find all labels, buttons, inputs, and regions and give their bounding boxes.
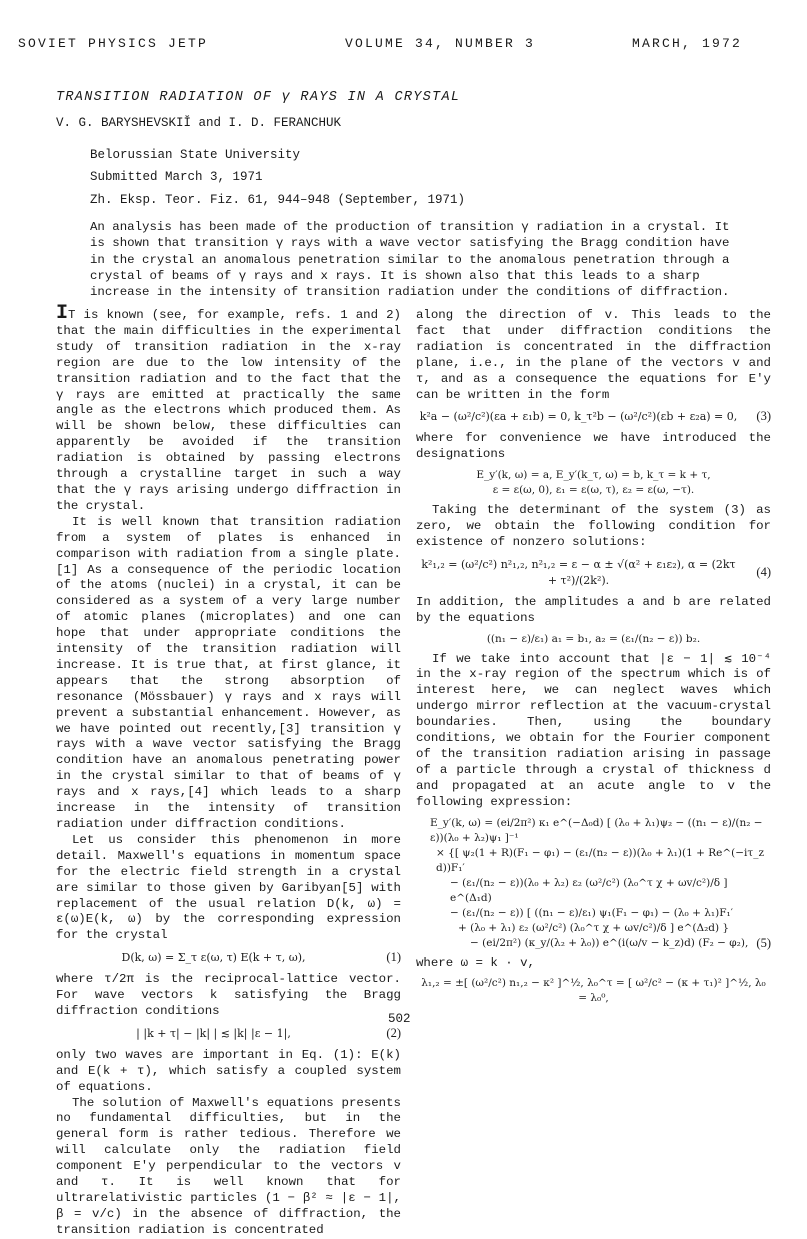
equation-5-line-4: − (ε₁/(n₂ − ε)) [ ((n₁ − ε)/ε₁) ψ₁(F₁ − φ₁) − (λ₀ + λ₁)F₁′: [450, 906, 734, 919]
article-title: TRANSITION RADIATION OF γ RAYS IN A CRYSTAL: [56, 90, 461, 105]
equation-4-number: (4): [756, 564, 771, 579]
paragraph-r5: If we take into account that |ε − 1| ≲ 10⁻⁴ in the x-ray region of the spectrum which is of interest here, we can neglect waves which undergo mirror reflection at the vacuum-crystal boundaries. Then, using the boundary conditions, we obtain for the Fourier component of the transition radiation arising in passage of a particle through a crystal of thickness d and propagated at an acute angle to v the following expression:: [416, 651, 771, 809]
lambda-definitions: λ₁,₂ = ±[ (ω²/c²) n₁,₂ − κ² ]^½, λ₀^τ = [ ω²/c² − (κ + τ₁)² ]^½, λ₀ = λ₀⁰,: [421, 977, 766, 1005]
submitted-date: Submitted March 3, 1971: [90, 170, 263, 184]
journal-name: SOVIET PHYSICS JETP: [18, 36, 209, 51]
equation-5-line-6: − (ei/2π²) (κ_y/(λ₂ + λ₀)) e^(i(ω/v − k_z)d) (F₂ − φ₂),: [470, 936, 749, 949]
equation-5-number: (5): [756, 935, 771, 950]
right-column: [416, 308, 771, 1011]
paragraph-5: only two waves are important in Eq. (1): E(k) and E(k + τ), which satisfy a coupled system of equations.: [56, 1047, 401, 1094]
equation-5-line-1: E_y′(k, ω) = (ei/2π²) κ₁ e^(−Δ₀d) [ (λ₀ + λ₁)ψ₂ − ((n₁ − ε)/(n₂ − ε))(λ₀ + λ₂)ψ₁ ]⁻¹: [430, 816, 763, 844]
equation-1-expression: D(k, ω) = Σ_τ ε(ω, τ) E(k + τ, ω),: [121, 951, 306, 965]
designations-block: [416, 468, 771, 498]
designations-line-1: E_y′(k, ω) = a, E_y′(k_τ, ω) = b, k_τ = k + τ,: [476, 469, 711, 482]
equation-4-expression: k²₁,₂ = (ω²/c²) n²₁,₂, n²₁,₂ = ε − α ± √(α² + ε₁ε₂), α = (2kτ + τ²)/(2k²).: [421, 557, 736, 587]
equation-3: [416, 409, 771, 425]
left-column: [56, 302, 401, 1239]
equation-5-line-5: + (λ₀ + λ₁) ε₂ (ω²/c²) (λ₀^τ χ + ωv/c²)/δ ] e^(Δ₂d) }: [458, 921, 730, 934]
paragraph-r4: In addition, the amplitudes a and b are related by the equations: [416, 594, 771, 625]
affiliation: Belorussian State University: [90, 148, 301, 162]
equation-1-number: (1): [386, 950, 401, 965]
paragraph-4: where τ/2π is the reciprocal-lattice vector. For wave vectors k satisfying the Bragg diffraction conditions: [56, 972, 401, 1018]
equation-2: [56, 1026, 401, 1042]
page-number: 502: [388, 1012, 411, 1026]
original-citation: Zh. Eksp. Teor. Fiz. 61, 944–948 (September, 1971): [90, 193, 466, 207]
equation-5-line-2: × {[ ψ₂(1 + R)(F₁ − φ₁) − (ε₁/(n₂ − ε))(λ₀ + λ₁)(1 + Re^(−iτ_z d))F₁′: [436, 846, 765, 874]
issue-date: MARCH, 1972: [632, 36, 743, 51]
equation-5-line-3: − (ε₁/(n₂ − ε))(λ₀ + λ₂) ε₂ (ω²/c²) (λ₀^τ χ + ωv/c²)/δ ] e^(Δ₁d): [450, 876, 728, 904]
equation-4: [416, 557, 771, 589]
equation-2-expression: | |k + τ| − |k| | ≲ |k| |ε − 1|,: [136, 1026, 291, 1040]
paragraph-r2: where for convenience we have introduced the designations: [416, 431, 771, 462]
equation-2-number: (2): [386, 1025, 401, 1040]
paragraph-intro: [56, 302, 401, 515]
paragraph-6: The solution of Maxwell's equations presents no fundamental difficulties, but in the general form is rather tedious. Therefore we will calculate only the radiation field component E′y perpendicular to the vectors v and τ. It is well known that for ultrarelativistic particles (1 − β² ≈ |ε − 1|, β = v/c) in the absence of diffraction, the transition radiation is concentrated: [56, 1095, 401, 1237]
equation-1: [56, 950, 401, 966]
designations-line-2: ε = ε(ω, 0), ε₁ = ε(ω, τ), ε₂ = ε(ω, −τ).: [492, 484, 695, 497]
paragraph-2: It is well known that transition radiation from a system of plates is enhanced in comparison with radiation from a single plate.[1] As a consequence of the periodic location of the atoms (nuclei) in a crystal, it can be considered as a system of a very large number of atomic planes (microplates) and one can hope that under appropriate conditions the intensity of the transition radiation will increase. It is true that, at first glance, it appears that the strong absorption of resonance (Mössbauer) γ rays and x rays will prevent a substantial enhancement. However, as we have pointed out recently,[3] transition γ rays with a wave vector satisfying the Bragg condition have an anomalous penetrating power in the crystal similar to that of beams of γ rays and x rays,[4] which leads to a sharp increase in the intensity of transition radiation under diffraction conditions.: [56, 514, 401, 831]
paragraph-r3: Taking the determinant of the system (3) as zero, we obtain the following condition for existence of nonzero solutions:: [416, 503, 771, 549]
volume-number: VOLUME 34, NUMBER 3: [345, 36, 536, 51]
equation-3-expression: k²a − (ω²/c²)(εa + ε₁b) = 0, k_τ²b − (ω²/c²)(εb + ε₂a) = 0,: [419, 410, 738, 424]
paragraph-intro-text: T is known (see, for example, refs. 1 and 2) that the main difficulties in the experimental study of transition radiation in the x-ray region are due to the low intensity of the transition radiation and to the fact that the γ rays are emitted at practically the same angle as the electrons which produced them. As will be shown below, these difficulties can apparently be avoided if the transition radiation is obtained by passing electrons through a crystalline target in such a way that the γ rays arising undergo diffraction in the crystal.: [56, 308, 401, 513]
equation-3-number: (3): [756, 409, 771, 424]
paragraph-r1: along the direction of v. This leads to the fact that under diffraction conditions the radiation is concentrated in the diffraction plane, i.e., in the plane of the vectors v and τ, and as a consequence the equations for E′y can be written in the form: [416, 308, 771, 402]
equation-5: [416, 816, 771, 951]
drop-cap: I: [56, 302, 69, 325]
abstract: An analysis has been made of the production of transition γ radiation in a crystal. It is shown that transition γ rays with a wave vector satisfying the Bragg condition have in the crystal an anomalous penetration similar to the anomalous penetration through a crystal of beams of γ rays and x rays. It is shown also that this leads to a sharp increase in the intensity of transition radiation under the conditions of diffraction.: [90, 220, 730, 300]
paragraph-r6: where ω = k · v,: [416, 955, 535, 970]
article-authors: V. G. BARYSHEVSKIĬ and I. D. FERANCHUK: [56, 116, 342, 130]
amplitude-relations: ((n₁ − ε)/ε₁) a₁ = b₁, a₂ = (ε₁/(n₂ − ε)) b₂.: [486, 632, 701, 645]
paragraph-3: Let us consider this phenomenon in more detail. Maxwell's equations in momentum space for the electric field strength in a crystal are similar to those given by Garibyan[5] with replacement of the usual relation D(k, ω) = ε(ω)E(k, ω) by the corresponding expression for the crystal: [56, 832, 401, 943]
